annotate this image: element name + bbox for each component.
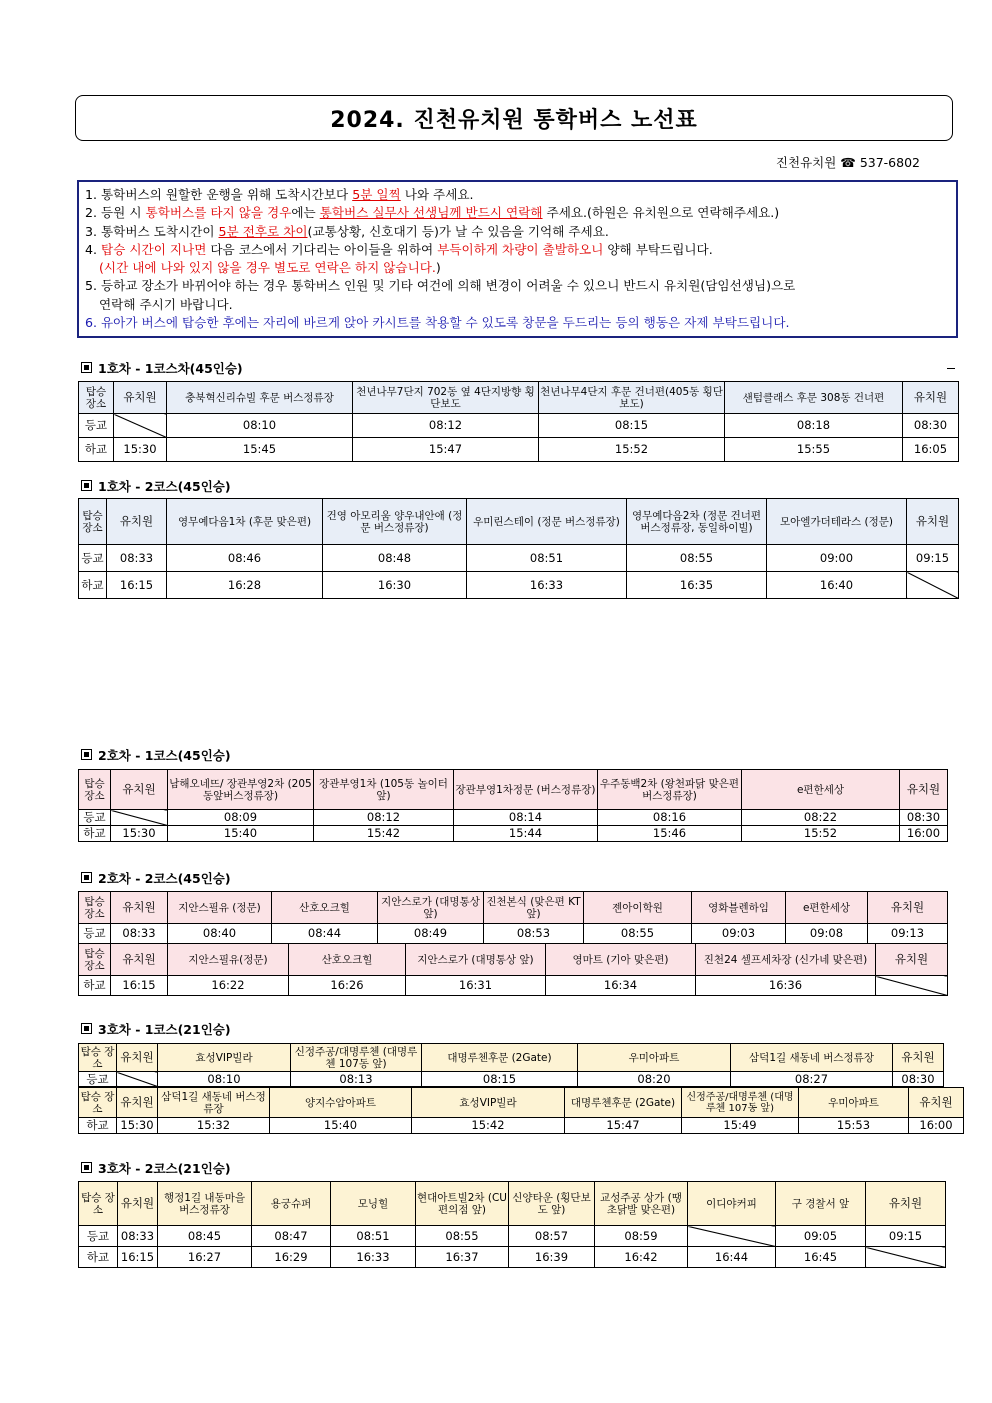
time-cell: 09:08 bbox=[786, 924, 868, 944]
time-cell: 08:12 bbox=[314, 810, 454, 826]
section-title-1: 1호차 - 1코스차(45인승) bbox=[81, 359, 243, 377]
stop-name: 교성주공 상가 (땡초닭발 맞은편) bbox=[595, 1182, 688, 1226]
square-icon bbox=[81, 749, 92, 760]
stop-name: 양지수암아파트 bbox=[270, 1088, 412, 1118]
time-cell: 08:22 bbox=[742, 810, 900, 826]
stop-name: 산호오크힐 bbox=[289, 944, 406, 976]
time-cell: 08:09 bbox=[168, 810, 314, 826]
row-label-up: 등교 bbox=[79, 1072, 117, 1087]
header-place: 탑승 장소 bbox=[79, 944, 111, 976]
square-icon bbox=[81, 1023, 92, 1034]
time-cell: 09:00 bbox=[767, 545, 907, 572]
time-cell: 08:30 bbox=[893, 1072, 944, 1087]
time-cell: 08:18 bbox=[725, 414, 903, 438]
notice-3: 3. 통학버스 도착시간이 5분 전후로 차이(교통상황, 신호대기 등)가 날 수 있음을 기억해 주세요. bbox=[85, 223, 609, 239]
time-cell: 15:46 bbox=[598, 826, 742, 842]
empty-cell bbox=[111, 810, 168, 826]
header-kinder: 유치원 bbox=[111, 770, 168, 810]
time-cell: 16:34 bbox=[546, 976, 696, 996]
time-cell: 08:12 bbox=[353, 414, 539, 438]
time-cell: 08:53 bbox=[484, 924, 584, 944]
time-cell: 15:53 bbox=[799, 1118, 909, 1134]
time-cell: 08:45 bbox=[158, 1226, 252, 1247]
square-icon bbox=[81, 1162, 92, 1173]
time-cell: 16:33 bbox=[467, 572, 627, 599]
time-cell: 08:20 bbox=[578, 1072, 731, 1087]
notice-4-sub: (시간 내에 나와 있지 않을 경우 별도로 연락은 하지 않습니다.) bbox=[99, 260, 441, 276]
empty-cell bbox=[688, 1226, 776, 1247]
stop-name: 우미린스테이 (정문 버스정류장) bbox=[467, 499, 627, 545]
time-cell: 16:30 bbox=[323, 572, 467, 599]
header-kinder: 유치원 bbox=[118, 1182, 158, 1226]
time-cell: 08:30 bbox=[900, 810, 948, 826]
time-cell: 16:37 bbox=[416, 1247, 509, 1268]
header-kinder: 유치원 bbox=[900, 770, 948, 810]
time-cell: 08:10 bbox=[167, 414, 353, 438]
stop-name: 행정1길 내동마을 버스정류장 bbox=[158, 1182, 252, 1226]
stop-name: 영무예다음2차 (정문 건너편 버스정류장, 동일하이빌) bbox=[627, 499, 767, 545]
route-table-3 bbox=[78, 769, 948, 842]
time-cell: 16:28 bbox=[167, 572, 323, 599]
time-cell: 08:14 bbox=[454, 810, 598, 826]
time-cell: 08:59 bbox=[595, 1226, 688, 1247]
stop-name: 천년나무4단지 후문 건너편(405동 횡단보도) bbox=[539, 382, 725, 414]
row-label-down: 하교 bbox=[79, 438, 114, 462]
time-cell: 08:27 bbox=[731, 1072, 893, 1087]
stop-name: 삼덕1길 새동네 버스정류장 bbox=[731, 1044, 893, 1072]
route-table-4-down bbox=[78, 943, 948, 996]
page-title: 2024. 진천유치원 통학버스 노선표 bbox=[75, 95, 953, 141]
time-cell: 15:42 bbox=[314, 826, 454, 842]
time-cell: 09:05 bbox=[776, 1226, 866, 1247]
time-cell: 16:15 bbox=[118, 1247, 158, 1268]
time-cell: 09:15 bbox=[866, 1226, 946, 1247]
stop-name: e편한세상 bbox=[742, 770, 900, 810]
header-kinder: 유치원 bbox=[114, 382, 167, 414]
time-cell: 08:47 bbox=[252, 1226, 331, 1247]
header-kinder: 유치원 bbox=[903, 382, 959, 414]
stop-name: 대명루첸후문 (2Gate) bbox=[565, 1088, 682, 1118]
stop-name: 건영 아모리움 양우내안애 (정문 버스정류장) bbox=[323, 499, 467, 545]
stop-name: 남해오네뜨/ 장관부영2차 (205동앞버스정류장) bbox=[168, 770, 314, 810]
stop-name: 신정주공/대명루첸 (대명루첸 107동 앞) bbox=[291, 1044, 422, 1072]
stop-name: 지안스필유 (정문) bbox=[168, 892, 272, 924]
empty-cell bbox=[117, 1072, 158, 1087]
time-cell: 16:31 bbox=[406, 976, 546, 996]
notice-4: 4. 탑승 시간이 지나면 다음 코스에서 기다리는 아이들을 위하여 부득이하게 차량이 출발하오니 양해 부탁드립니다. bbox=[85, 241, 713, 257]
time-cell: 08:33 bbox=[111, 924, 168, 944]
time-cell: 09:15 bbox=[907, 545, 959, 572]
notice-6: 6. 유아가 버스에 탑승한 후에는 자리에 바르게 앉아 카시트를 착용할 수 있도록 창문을 두드리는 등의 행동은 자제 부탁드립니다. bbox=[85, 315, 790, 331]
header-kinder: 유치원 bbox=[111, 944, 168, 976]
time-cell: 15:49 bbox=[682, 1118, 799, 1134]
time-cell: 15:52 bbox=[742, 826, 900, 842]
time-cell: 08:33 bbox=[107, 545, 167, 572]
time-cell: 16:45 bbox=[776, 1247, 866, 1268]
empty-cell bbox=[907, 572, 959, 599]
time-cell: 15:30 bbox=[114, 438, 167, 462]
notice-5: 5. 등하교 장소가 바뀌어야 하는 경우 통학버스 인원 및 기타 여건에 의해 변경이 어려울 수 있으니 반드시 유치원(담임선생님)으로 bbox=[85, 278, 796, 294]
header-kinder: 유치원 bbox=[907, 499, 959, 545]
stop-name: 대명루첸후문 (2Gate) bbox=[422, 1044, 578, 1072]
header-place: 탑승 장소 bbox=[79, 1182, 118, 1226]
stop-name: 우주동백2차 (왕천파닭 맞은편 버스정류장) bbox=[598, 770, 742, 810]
row-label-down: 하교 bbox=[79, 976, 111, 996]
section-title-4: 2호차 - 2코스(45인승) bbox=[81, 869, 231, 887]
time-cell: 08:51 bbox=[331, 1226, 416, 1247]
time-cell: 08:49 bbox=[378, 924, 484, 944]
time-cell: 15:40 bbox=[168, 826, 314, 842]
header-place: 탑승 장소 bbox=[79, 382, 114, 414]
stop-name: 산호오크힐 bbox=[272, 892, 378, 924]
header-kinder: 유치원 bbox=[893, 1044, 944, 1072]
time-cell: 15:40 bbox=[270, 1118, 412, 1134]
route-table-2 bbox=[78, 498, 959, 599]
stop-name: e편한세상 bbox=[786, 892, 868, 924]
time-cell: 16:44 bbox=[688, 1247, 776, 1268]
empty-cell bbox=[114, 414, 167, 438]
row-label-down: 하교 bbox=[79, 572, 107, 599]
stop-name: 지안스로가 (대명통상 앞) bbox=[406, 944, 546, 976]
stop-name: 용궁슈퍼 bbox=[252, 1182, 331, 1226]
stop-name: 샌텀클래스 후문 308동 건너편 bbox=[725, 382, 903, 414]
time-cell: 15:42 bbox=[412, 1118, 565, 1134]
time-cell: 16:39 bbox=[509, 1247, 595, 1268]
stop-name: 신정주공/대명루첸 (대명루첸 107동 앞) bbox=[682, 1088, 799, 1118]
time-cell: 15:47 bbox=[353, 438, 539, 462]
stop-name: 모아엘가더테라스 (정문) bbox=[767, 499, 907, 545]
time-cell: 09:13 bbox=[868, 924, 948, 944]
row-label-down: 하교 bbox=[79, 826, 111, 842]
route-table-6 bbox=[78, 1181, 946, 1268]
stop-name: 영화블렌하임 bbox=[692, 892, 786, 924]
notice-1: 1. 통학버스의 원할한 운행을 위해 도착시간보다 5분 일찍 나와 주세요. bbox=[85, 187, 474, 202]
route-table-5-down bbox=[78, 1087, 964, 1134]
time-cell: 16:35 bbox=[627, 572, 767, 599]
header-place: 탑승 장소 bbox=[79, 1044, 117, 1072]
time-cell: 15:32 bbox=[158, 1118, 270, 1134]
time-cell: 15:52 bbox=[539, 438, 725, 462]
divider bbox=[947, 368, 955, 369]
header-place: 탑승 장소 bbox=[79, 892, 111, 924]
row-label-up: 등교 bbox=[79, 1226, 118, 1247]
stop-name: 진천본식 (맞은편 KT앞) bbox=[484, 892, 584, 924]
route-table-4-up bbox=[78, 891, 948, 944]
section-title-2: 1호차 - 2코스(45인승) bbox=[81, 477, 231, 495]
route-table-1 bbox=[78, 381, 959, 462]
notice-box bbox=[77, 180, 958, 338]
time-cell: 16:15 bbox=[111, 976, 168, 996]
time-cell: 08:55 bbox=[416, 1226, 509, 1247]
time-cell: 15:30 bbox=[117, 1118, 158, 1134]
stop-name: 영마트 (기아 맞은편) bbox=[546, 944, 696, 976]
stop-name: 장관부영1차 (105동 놀이터 앞) bbox=[314, 770, 454, 810]
time-cell: 16:05 bbox=[903, 438, 959, 462]
time-cell: 08:48 bbox=[323, 545, 467, 572]
route-table-5-up bbox=[78, 1043, 944, 1087]
section-title-3: 2호차 - 1코스(45인승) bbox=[81, 746, 231, 764]
stop-name: 신양타운 (횡단보도 앞) bbox=[509, 1182, 595, 1226]
time-cell: 15:44 bbox=[454, 826, 598, 842]
time-cell: 08:44 bbox=[272, 924, 378, 944]
time-cell: 16:00 bbox=[909, 1118, 964, 1134]
header-kinder: 유치원 bbox=[868, 892, 948, 924]
time-cell: 08:55 bbox=[584, 924, 692, 944]
notice-5-sub: 연락해 주시기 바랍니다. bbox=[99, 296, 233, 312]
time-cell: 15:30 bbox=[111, 826, 168, 842]
row-label-down: 하교 bbox=[79, 1118, 117, 1134]
time-cell: 16:22 bbox=[168, 976, 289, 996]
stop-name: 천년나무7단지 702동 옆 4단지방향 횡단보도 bbox=[353, 382, 539, 414]
header-kinder: 유치원 bbox=[117, 1088, 158, 1118]
stop-name: 지안스필유(정문) bbox=[168, 944, 289, 976]
time-cell: 16:26 bbox=[289, 976, 406, 996]
stop-name: 젠아이학원 bbox=[584, 892, 692, 924]
time-cell: 08:13 bbox=[291, 1072, 422, 1087]
stop-name: 구 경찰서 앞 bbox=[776, 1182, 866, 1226]
square-icon bbox=[81, 362, 92, 373]
stop-name: 효성VIP빌라 bbox=[158, 1044, 291, 1072]
stop-name: 이디야커피 bbox=[688, 1182, 776, 1226]
time-cell: 16:27 bbox=[158, 1247, 252, 1268]
time-cell: 09:03 bbox=[692, 924, 786, 944]
time-cell: 08:40 bbox=[168, 924, 272, 944]
header-kinder: 유치원 bbox=[909, 1088, 964, 1118]
time-cell: 16:33 bbox=[331, 1247, 416, 1268]
time-cell: 15:55 bbox=[725, 438, 903, 462]
stop-name: 장관부영1차정문 (버스정류장) bbox=[454, 770, 598, 810]
stop-name: 지안스로가 (대명통상 앞) bbox=[378, 892, 484, 924]
time-cell: 08:10 bbox=[158, 1072, 291, 1087]
stop-name: 진천24 셀프세차장 (신가네 맞은편) bbox=[696, 944, 876, 976]
stop-name: 삼덕1길 새동네 버스정류장 bbox=[158, 1088, 270, 1118]
time-cell: 16:00 bbox=[900, 826, 948, 842]
time-cell: 08:30 bbox=[903, 414, 959, 438]
header-kinder: 유치원 bbox=[111, 892, 168, 924]
empty-cell bbox=[866, 1247, 946, 1268]
stop-name: 충북혁신리슈빌 후문 버스정류장 bbox=[167, 382, 353, 414]
header-place: 탑승 장소 bbox=[79, 1088, 117, 1118]
time-cell: 08:57 bbox=[509, 1226, 595, 1247]
time-cell: 08:33 bbox=[118, 1226, 158, 1247]
header-kinder: 유치원 bbox=[107, 499, 167, 545]
row-label-up: 등교 bbox=[79, 414, 114, 438]
time-cell: 15:47 bbox=[565, 1118, 682, 1134]
row-label-up: 등교 bbox=[79, 545, 107, 572]
time-cell: 08:55 bbox=[627, 545, 767, 572]
row-label-down: 하교 bbox=[79, 1247, 118, 1268]
stop-name: 모닝힐 bbox=[331, 1182, 416, 1226]
time-cell: 16:36 bbox=[696, 976, 876, 996]
time-cell: 08:15 bbox=[539, 414, 725, 438]
time-cell: 08:16 bbox=[598, 810, 742, 826]
time-cell: 15:45 bbox=[167, 438, 353, 462]
time-cell: 16:29 bbox=[252, 1247, 331, 1268]
header-kinder: 유치원 bbox=[866, 1182, 946, 1226]
header-kinder: 유치원 bbox=[117, 1044, 158, 1072]
contact-phone: 진천유치원 ☎ 537-6802 bbox=[775, 155, 920, 170]
stop-name: 우미아파트 bbox=[799, 1088, 909, 1118]
section-title-6: 3호차 - 2코스(21인승) bbox=[81, 1159, 231, 1177]
header-place: 탑승 장소 bbox=[79, 770, 111, 810]
time-cell: 08:51 bbox=[467, 545, 627, 572]
notice-2: 2. 등원 시 통학버스를 타지 않을 경우에는 통학버스 실무사 선생님께 반드시 연락해 주세요.(하원은 유치원으로 연락해주세요.) bbox=[85, 205, 780, 221]
stop-name: 효성VIP빌라 bbox=[412, 1088, 565, 1118]
time-cell: 16:15 bbox=[107, 572, 167, 599]
time-cell: 16:40 bbox=[767, 572, 907, 599]
empty-cell bbox=[876, 976, 948, 996]
square-icon bbox=[81, 480, 92, 491]
row-label-up: 등교 bbox=[79, 924, 111, 944]
time-cell: 08:46 bbox=[167, 545, 323, 572]
stop-name: 우미아파트 bbox=[578, 1044, 731, 1072]
section-title-5: 3호차 - 1코스(21인승) bbox=[81, 1020, 231, 1038]
header-place: 탑승 장소 bbox=[79, 499, 107, 545]
stop-name: 영무예다음1차 (후문 맞은편) bbox=[167, 499, 323, 545]
time-cell: 08:15 bbox=[422, 1072, 578, 1087]
row-label-up: 등교 bbox=[79, 810, 111, 826]
square-icon bbox=[81, 872, 92, 883]
time-cell: 16:42 bbox=[595, 1247, 688, 1268]
stop-name: 현대아트빌2차 (CU 편의점 앞) bbox=[416, 1182, 509, 1226]
header-kinder: 유치원 bbox=[876, 944, 948, 976]
